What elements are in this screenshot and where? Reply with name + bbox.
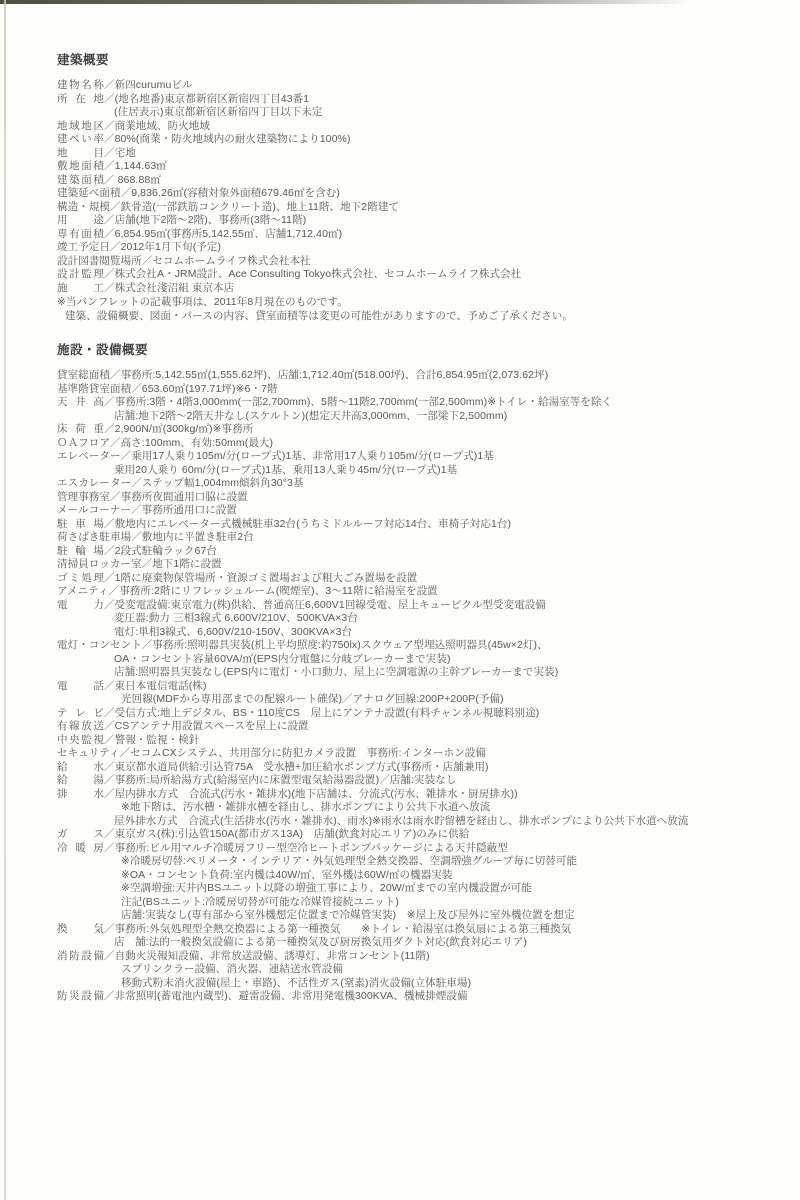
spec-label: 専有面積: [57, 227, 104, 240]
spec-row: [57, 828, 769, 842]
spec-label: アメニティ: [57, 585, 109, 597]
spec-label: 貸室総面積: [57, 369, 110, 381]
spec-row: [57, 255, 769, 269]
spec-row: [57, 228, 769, 242]
spec-value: ／事務所:ビル用マルチ冷暖房フリー型空冷ヒートポンプパッケージによる天井隠蔽型: [104, 841, 508, 854]
spec-row: [57, 639, 769, 653]
spec-value: ／(地名地番)東京都新宿区新宿四丁目43番1: [104, 92, 310, 105]
spec-row: [57, 653, 769, 667]
spec-label: 設計監理: [57, 268, 104, 280]
spec-label: 床荷重: [57, 423, 104, 435]
spec-label: 用途: [57, 214, 104, 226]
spec-row: [57, 79, 769, 93]
spec-row: [57, 531, 769, 545]
spec-row: [57, 761, 769, 775]
spec-label: 消防設備: [57, 949, 104, 962]
spec-value: (住居表示)東京都新宿区新宿四丁目以下未定: [114, 106, 323, 118]
spec-row: [57, 896, 769, 910]
spec-value: ／2012年1月下旬(予定): [110, 241, 222, 253]
note-line: 建築、設備概要、図面・パースの内容、貸室面積等は変更の可能性がありますので、予めご了承ください。: [65, 309, 574, 322]
spec-row: [57, 423, 769, 437]
spec-row: [57, 720, 769, 734]
spec-value: OA・コンセント容量60VA/㎡(EPS内分電盤に分岐ブレーカーまで実装): [114, 652, 451, 665]
spec-value: ／1階に廃棄物保管場所・資源ゴミ置場および粗大ごみ置場を設置: [104, 571, 418, 584]
spec-value: ／ステップ幅1,004mm傾斜角30°3基: [131, 477, 304, 489]
spec-value: ／敷地内にエレベーター式機械駐車32台(うちミドルルーフ対応14台、車椅子対応1台): [104, 517, 512, 530]
spec-value: 店舗:実装なし(専有部から室外機想定位置まで冷媒管実装) ※屋上及び屋外に室外機位置を想定: [121, 909, 575, 921]
spec-value: ／乗用17人乗り105m/分(ロープ式)1基、非常用17人乗り105m/分(ロープ式)1基: [120, 450, 494, 462]
spec-label: 地域地区: [57, 119, 104, 132]
spec-value: 電灯:単相3線式、6,600V/210-150V、300KVA×3台: [114, 625, 353, 638]
spec-label: 施工: [57, 281, 104, 294]
spec-value: ／株式会社淺沼組 東京本店: [104, 281, 235, 294]
spec-row: [57, 174, 769, 188]
spec-value: 乗用20人乗り 60m/分(ロープ式)1基、乗用13人乗り45m/分(ロープ式)1基: [114, 463, 458, 476]
spec-row: [57, 815, 769, 829]
spec-row: [57, 437, 769, 451]
spec-label: 所在地: [57, 92, 104, 105]
spec-row: [57, 383, 769, 397]
spec-label: ＯＡフロア: [57, 436, 110, 449]
spec-row: [57, 990, 769, 1004]
spec-value: 注記(BSユニット:冷暖房切替が可能な冷媒管接続ユニット): [121, 895, 399, 908]
spec-value: ※冷暖房切替:ペリメータ・インテリア・外気処理型全熱交換器、空調増強グループ毎に切替可能: [121, 855, 578, 867]
spec-value: ／屋内排水方式 合流式(汚水・雑排水)(地下店舗は、分流式(汚水、雑排水・厨房排水)): [104, 787, 518, 800]
spec-value: ／鉄骨造(一部鉄筋コンクリート造)、地上11階、地下2階建て: [110, 200, 400, 213]
spec-row: [57, 268, 769, 282]
spec-label: ゴミ処理: [57, 571, 104, 584]
section-title-building-overview: 建築概要: [57, 53, 110, 67]
spec-label: セキュリティ: [57, 747, 120, 759]
spec-value: ／非常照明(蓄電池内蔵型)、避雷設備、非常用発電機300KVA、機械排煙設備: [104, 990, 468, 1002]
spec-label: ガス: [57, 828, 104, 840]
spec-value: 店舗:地下2階〜2階天井なし(スケルトン)(想定天井高3,000mm、一部梁下2,500mm): [114, 409, 508, 422]
spec-row: [57, 491, 769, 505]
spec-value: ／店舗(地下2階〜2階)、事務所(3階〜11階): [104, 214, 307, 226]
spec-value: ／2,900N/㎡(300kg/㎡)※事務所: [104, 423, 254, 435]
spec-row: [57, 106, 769, 120]
spec-row: [57, 693, 769, 707]
spec-value: ／新四curumuビル: [104, 79, 193, 91]
spec-row: [57, 187, 769, 201]
spec-value: 店 舗:法的一般換気設備による第一種換気及び厨房換気用ダクト対応(飲食対応エリア): [114, 936, 528, 948]
spec-value: ／事務所夜間通用口脇に設置: [110, 490, 248, 503]
spec-value: ／ 868.88㎡: [104, 173, 161, 186]
spec-value: ／受信方式:地上デジタル、BS・110度CS 屋上にアンテナ設置(有料チャンネル視聴料別途): [104, 706, 540, 719]
spec-value: 光回線(MDFから専用部までの配線ルート確保)／アナログ回線:200P+200P(予備): [121, 693, 504, 705]
spec-value: ／2段式駐輪ラック67台: [104, 544, 218, 557]
spec-value: 移動式粉末消火設備(屋上・車路)、不活性ガス(窒素)消火設備(立体駐車場): [121, 976, 472, 989]
spec-value: ／事務所通用口に設置: [131, 504, 237, 516]
spec-value: ※OA・コンセント負荷:室内機は40W/㎡、室外機は60W/㎡の機器実装: [121, 868, 453, 881]
spec-value: ／商業地域、防火地域: [104, 119, 210, 132]
spec-value: 屋外排水方式 合流式(生活排水(汚水・雑排水)、雨水)※雨水は雨水貯留槽を経由し、排水ポンプにより公共下水道へ放流: [114, 814, 689, 827]
spec-label: 建築延べ面積: [57, 187, 121, 199]
spec-row: [57, 882, 769, 896]
spec-value: ／事務所:2階にリフレッシュルーム(喫煙室)、3〜11階に給湯室を設置: [108, 585, 438, 597]
spec-value: ／事務所:外気処理型全熱交換器による第一種換気 ※トイレ・給湯室は換気扇による第三種換気: [104, 922, 572, 935]
spec-row: [57, 923, 769, 937]
scan-left-edge: [4, 0, 6, 1200]
document-content: [57, 50, 769, 1004]
spec-value: ／6,854.95㎡(事務所5,142.55㎡、店舗1,712.40㎡): [104, 227, 343, 240]
spec-value: ／653.60㎡(197.71坪)※6・7階: [131, 382, 278, 395]
spec-label: 電話: [57, 679, 104, 692]
spec-label: 防災設備: [57, 990, 104, 1002]
spec-row: [57, 626, 769, 640]
spec-row: [57, 950, 769, 964]
spec-value: ／地下1階に設置: [141, 558, 222, 570]
spec-label: 天井高: [57, 396, 104, 408]
spec-row: [57, 774, 769, 788]
spec-value: ／1,144.63㎡: [104, 160, 167, 172]
spec-row: [57, 120, 769, 134]
spec-label: 設計図書閲覧場所: [57, 254, 142, 267]
spec-value: ／事務所:3階・4階3,000mm(一部2,700mm)、5階〜11階2,700mm(一部2,500mm)※トイレ・給湯室等を除く: [104, 396, 613, 408]
spec-label: 換気: [57, 922, 104, 935]
spec-value: ／CSアンテナ用設置スペースを屋上に設置: [104, 720, 309, 732]
spec-row: [57, 369, 769, 383]
spec-row: [57, 147, 769, 161]
spec-row: [57, 734, 769, 748]
spec-value: ／敷地内に平置き駐車2台: [131, 531, 254, 543]
spec-row: [57, 963, 769, 977]
spec-row: [57, 599, 769, 613]
building-overview-rows: [57, 79, 769, 295]
spec-value: ／東京都水道局供給:引込管75A 受水槽+加圧給水ポンプ方式(事務所・店舗兼用): [104, 760, 489, 773]
spec-label: 建物名称: [57, 79, 104, 91]
spec-label: エレベーター: [57, 450, 121, 462]
spec-label: 敷地面積: [57, 160, 104, 172]
spec-row: [57, 450, 769, 464]
spec-row: [57, 909, 769, 923]
spec-value: ／宅地: [104, 146, 136, 159]
spec-label: 排水: [57, 787, 104, 800]
note-line: ※当パンフレットの記載事項は、2011年8月現在のものです。: [57, 296, 348, 308]
spec-row: [57, 707, 769, 721]
spec-row: [57, 977, 769, 991]
section-title-facilities-overview: 施設・設備概要: [57, 343, 149, 357]
spec-row: [57, 282, 769, 296]
spec-label: 清掃員ロッカー室: [57, 558, 142, 570]
spec-row: [57, 396, 769, 410]
spec-row: [57, 504, 769, 518]
spec-row: [57, 464, 769, 478]
spec-row: [57, 201, 769, 215]
scan-top-edge: [0, 0, 692, 4]
spec-row: [57, 585, 769, 599]
spec-label: メールコーナー: [57, 504, 131, 516]
spec-value: ／事務所:局所給湯方式(給湯室内に床置型電気給湯器設置)／店舗:実装なし: [104, 774, 457, 786]
spec-label: 駐輪場: [57, 544, 104, 557]
spec-label: 建築面積: [57, 173, 104, 186]
spec-row: [57, 477, 769, 491]
spec-label: 駐車場: [57, 517, 104, 530]
spec-label: 荷さばき駐車場: [57, 531, 132, 543]
spec-value: 変圧器:動力 三相3線式 6,600V/210V、500KVA×3台: [114, 612, 358, 624]
spec-value: ／株式会社A・JRM設計、Ace Consulting Tokyo株式会社、セコムホームライフ株式会社: [104, 268, 522, 280]
spec-value: ／高さ:100mm、有効:50mm(最大): [110, 436, 274, 449]
spec-row: [57, 160, 769, 174]
spec-row: [57, 869, 769, 883]
spec-row: [57, 842, 769, 856]
spec-row: [57, 936, 769, 950]
spec-row: [57, 241, 769, 255]
spec-row: [57, 801, 769, 815]
spec-value: スプリンクラー設備、消火器、連結送水管設備: [121, 963, 343, 975]
spec-value: ／受変電設備:東京電力(株)供給、普通高圧6,600V1回線受電、屋上キュービクル型受変電設備: [104, 598, 546, 611]
spec-label: 電灯・コンセント: [57, 639, 142, 651]
spec-label: エスカレーター: [57, 477, 132, 489]
spec-row: [57, 680, 769, 694]
spec-row: [57, 572, 769, 586]
spec-label: 構造・規模: [57, 200, 110, 213]
spec-label: テレビ: [57, 706, 104, 719]
pamphlet-notes: [57, 296, 769, 323]
spec-row: [57, 612, 769, 626]
spec-value: ／東京ガス(株):引込管150A(都市ガス13A) 店舗(飲食対応エリア)のみに供給: [104, 828, 470, 840]
spec-label: 電力: [57, 598, 104, 611]
spec-label: 基準階貸室面積: [57, 382, 132, 395]
spec-label: 建ぺい率: [57, 133, 104, 145]
spec-label: 冷暖房: [57, 841, 104, 854]
spec-value: ／東日本電信電話(株): [104, 679, 207, 692]
spec-row: [57, 410, 769, 424]
spec-value: ／セコムCXシステム、共用部分に防犯カメラ設置 事務所:インターホン設備: [119, 747, 487, 759]
spec-value: ／警報・監視・検針: [104, 733, 200, 746]
spec-label: 有線放送: [57, 720, 104, 732]
spec-value: ※空調増強:天井内BSユニット以降の増強工事により、20W/㎡までの室内機設置が可能: [121, 882, 533, 894]
spec-value: ／事務所:照明器具実装(机上平均照度:約750lx)スクウェア型埋込照明器具(45w×2灯)、: [141, 639, 548, 651]
spec-value: ／9,836.26㎡(容積対象外面積679.46㎡を含む): [120, 187, 340, 199]
spec-row: [57, 214, 769, 228]
spec-label: 竣工予定日: [57, 241, 110, 253]
spec-row: [57, 545, 769, 559]
spec-label: 給水: [57, 760, 104, 773]
spec-row: [57, 133, 769, 147]
spec-row: [57, 518, 769, 532]
spec-value: ※地下階は、汚水槽・雑排水槽を経由し、排水ポンプにより公共下水道へ放流: [121, 801, 491, 813]
spec-row: [57, 666, 769, 680]
spec-value: ／セコムホームライフ株式会社本社: [141, 254, 311, 267]
spec-value: ／80%(商業・防火地域内の耐火建築物により100%): [104, 133, 351, 145]
spec-value: 店舗:照明器具実装なし(EPS内に電灯・小口動力、屋上に空調電源の主幹ブレーカーまで実装): [114, 666, 559, 678]
spec-label: 給湯: [57, 774, 104, 786]
facilities-overview-rows: [57, 369, 769, 1004]
spec-value: ／自動火災報知設備、非常放送設備、誘導灯、非常コンセント(11階): [104, 949, 430, 962]
spec-row: [57, 855, 769, 869]
spec-label: 管理事務室: [57, 490, 110, 503]
spec-row: [57, 558, 769, 572]
spec-row: [57, 788, 769, 802]
spec-label: 中央監視: [57, 733, 104, 746]
spec-row: [57, 747, 769, 761]
spec-value: ／事務所:5,142.55㎡(1,555.62坪)、店舗:1,712.40㎡(518.00坪)、合計6,854.95㎡(2,073.62坪): [110, 369, 549, 381]
spec-row: [57, 93, 769, 107]
spec-label: 地目: [57, 146, 104, 159]
